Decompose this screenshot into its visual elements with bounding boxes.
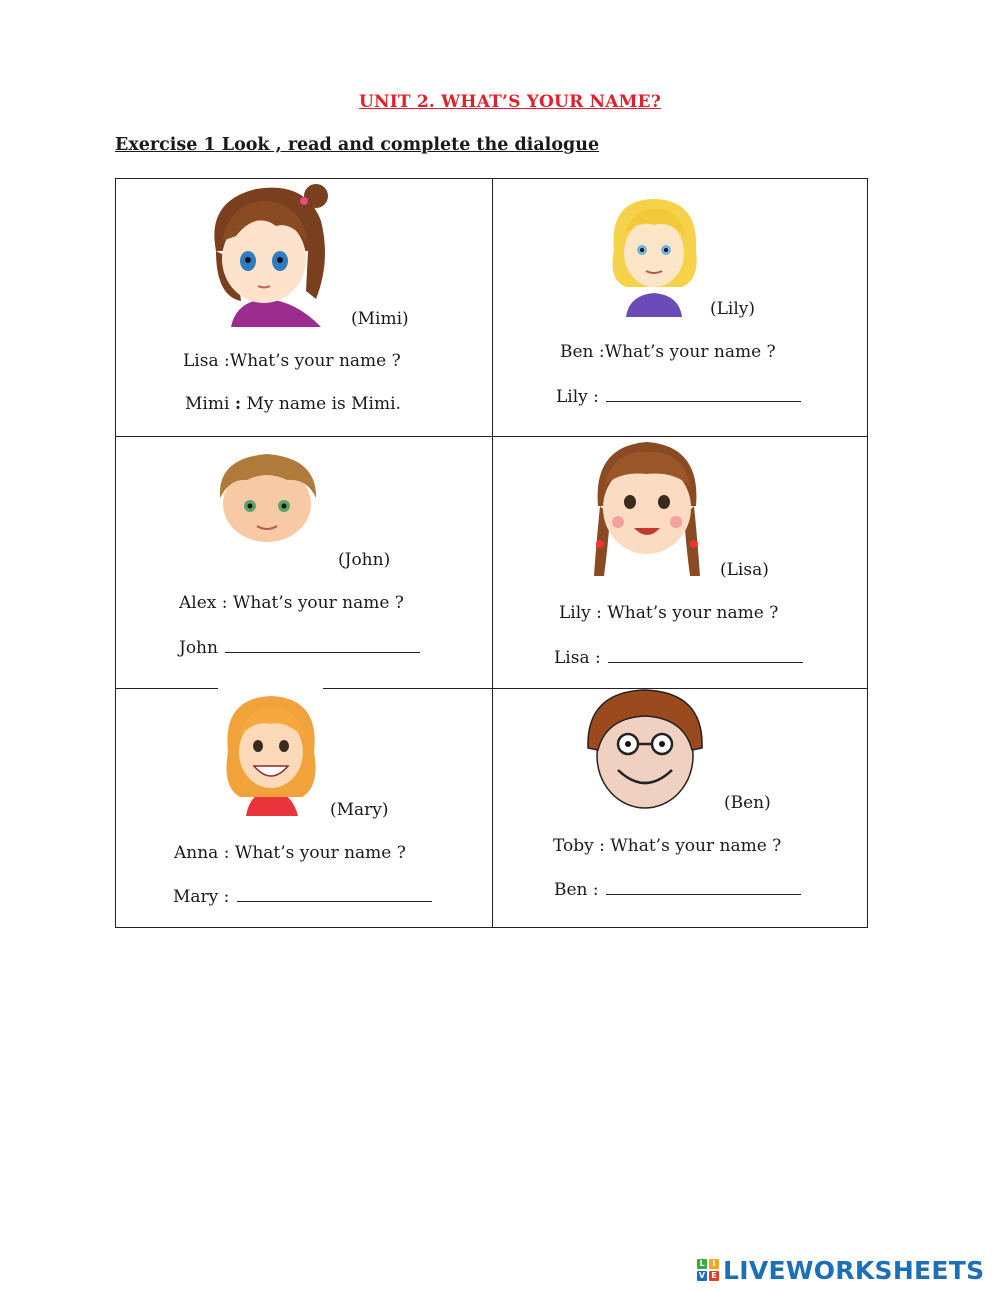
mary-portrait-icon: [220, 692, 322, 816]
speaker: Lisa :: [183, 351, 230, 371]
exercise-instruction: Exercise 1 Look , read and complete the dialogue: [115, 135, 600, 155]
speaker: John: [179, 638, 218, 658]
question-text: What’s your name ?: [601, 603, 779, 623]
answer-line: [179, 636, 420, 658]
colon: :: [234, 394, 242, 414]
name-tag: (Lisa): [720, 560, 769, 580]
john-portrait-icon: [212, 448, 322, 544]
logo-block: L: [697, 1259, 707, 1269]
answer-line: [556, 385, 801, 407]
question-line: [179, 593, 404, 613]
lisa-portrait-icon: [588, 436, 706, 582]
answer-line: [554, 878, 801, 900]
answer-blank-input[interactable]: [606, 878, 801, 895]
name-tag: (Mimi): [351, 309, 409, 329]
question-text: What’s your name ?: [604, 342, 776, 362]
lily-portrait-icon: [604, 195, 704, 317]
question-line: [553, 836, 781, 856]
speaker: Mary :: [173, 887, 230, 907]
mimi-portrait-icon: [196, 181, 341, 327]
answer-blank-input[interactable]: [608, 646, 803, 663]
question-line: [174, 843, 406, 863]
liveworksheets-logo: [697, 1255, 984, 1285]
answer-blank-input[interactable]: [237, 885, 432, 902]
logo-text: LIVEWORKSHEETS: [723, 1255, 985, 1285]
name-tag: (Mary): [330, 800, 389, 820]
speaker: Ben :: [554, 880, 599, 900]
speaker: Toby :: [553, 836, 605, 856]
logo-block: V: [698, 1271, 706, 1280]
speaker: Mimi: [185, 394, 230, 414]
question-line: [560, 342, 776, 362]
grid-divider-row2-left-a: [116, 688, 218, 689]
answer-blank-input[interactable]: [606, 385, 801, 402]
answer-blank-input[interactable]: [225, 636, 420, 653]
ben-portrait-icon: [584, 688, 706, 812]
answer-line: [173, 885, 432, 907]
speaker: Alex :: [179, 593, 228, 613]
grid-divider-row1: [116, 436, 867, 437]
grid-divider-vertical: [492, 179, 493, 927]
question-line: [559, 603, 778, 623]
logo-block: I: [709, 1259, 719, 1269]
question-line: [183, 351, 401, 371]
logo-block: E: [709, 1271, 719, 1281]
question-text: What’s your name ?: [604, 836, 782, 856]
answer-line: [185, 394, 401, 414]
logo-blocks-icon: [697, 1259, 719, 1281]
speaker: Lily :: [556, 387, 599, 407]
name-tag: (Ben): [724, 793, 771, 813]
question-text: What’s your name ?: [227, 593, 404, 613]
question-text: What’s your name ?: [229, 351, 401, 371]
question-text: What’s your name ?: [229, 843, 406, 863]
speaker: Lily :: [559, 603, 602, 623]
speaker: Lisa :: [554, 648, 601, 668]
name-tag: (Lily): [710, 299, 756, 319]
dialogue-grid: [115, 178, 868, 928]
speaker: Anna :: [174, 843, 230, 863]
answer-line: [554, 646, 803, 668]
answer-text: My name is Mimi.: [241, 394, 401, 414]
page-title: UNIT 2. WHAT’S YOUR NAME?: [358, 92, 661, 112]
speaker: Ben :: [560, 342, 605, 362]
name-tag: (John): [338, 550, 391, 570]
